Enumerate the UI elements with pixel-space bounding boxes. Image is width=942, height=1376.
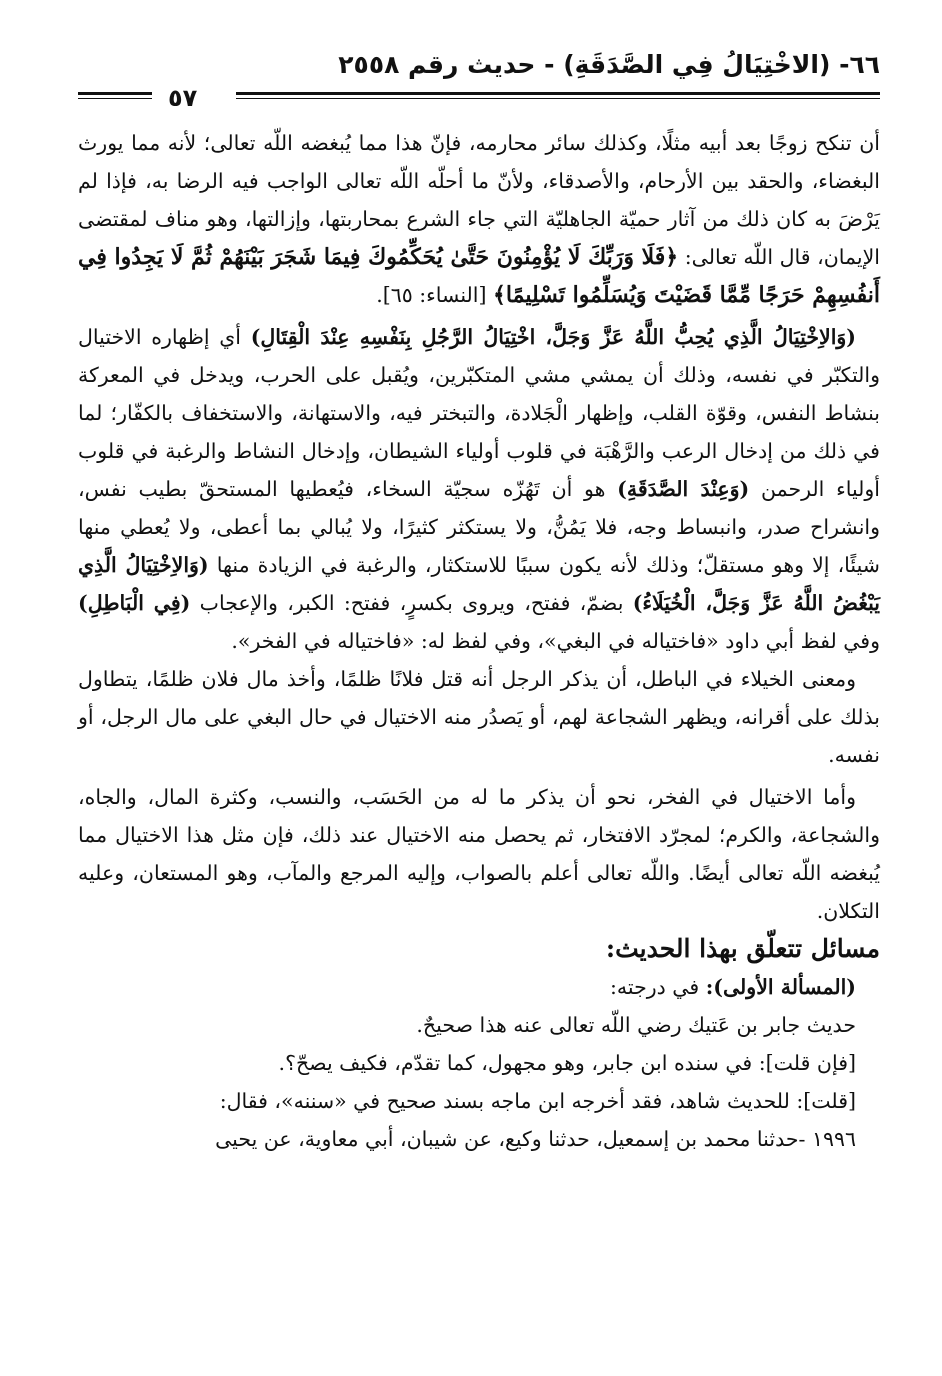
text-run: أي إظهاره الاختيال والتكبّر في نفسه، وذلك أن يمشي مشي المتكبّرين، ويُقبل على الحرب، ويدخل في المعركة بنشاط النفس، وقوّة القلب، وإظهار الْجَلادة، والتبختر فيه، والاستهانة، والاستخفاف بالكفّار؛ لما في ذلك من إدخال الرعب والرَّهْبَة في قلوب أولياء الشيطان، وإدخال النشاط والرغبة في قلوب أولياء الرحمن [78,325,880,501]
paragraph [78,124,880,314]
section-heading: مسائل تتعلّق بهذا الحديث: [605,934,880,963]
paragraph [78,1082,880,1120]
hadith-quote: (فِي الْبَاطِلِ) [78,591,191,615]
hadith-quote: (وَعِنْدَ الصَّدَقَةِ) [617,477,750,501]
text-run: أن تنكح زوجًا بعد أبيه مثلًا، وكذلك سائر محارمه، فإنّ هذا مما يُبغضه اللّه تعالى؛ لأنه مما يورث البغضاء، والحقد بين الأرحام، والأصدقاء، ولأنّ ما أحلّه اللّه تعالى الواجب فيه الرضا به، فإذا لم يَرْضَ به كان ذلك من آثار حميّة الجاهليّة التي جاء الشرع بمحاربتها، وإزالتها، وهو مناف لمقتضى الإيمان، قال اللّه تعالى: [78,131,880,269]
main-text [78,124,880,1158]
paragraph: وأما الاختيال في الفخر، نحو أن يذكر ما له من الحَسَب، والنسب، وكثرة المال، والجاه، والشجاعة، والكرم؛ لمجرّد الافتخار، ثم يحصل منه الاختيال عند ذلك، فإن مثل هذا الاختيال مما يُبغضه اللّه تعالى أيضًا. واللّه تعالى أعلم بالصواب، وإليه المرجع والمآب، وهو المستعان، وعليه التكلان. [78,785,880,923]
text-run: هو أن تَهُزّه سجيّة السخاء، فيُعطيها المستحقّ بطيب نفس، وانشراح صدر، وانبساط وجه، فلا يَمُنُّ، ولا يستكثر كثيرًا، ولا يُبالي بما أعطى، ولا يُعطي منها شيئًا، إلا وهو مستقلّ؛ وذلك لأنه يكون سببًا للاستكثار، والرغبة في الزيادة منها [78,477,880,577]
objection-label: [فإن قلت]: [758,1051,856,1075]
text-run: للحديث شاهد، فقد أخرجه ابن ماجه بسند صحيح في «سننه»، فقال: [219,1089,790,1113]
answer-label: [قلت]: [796,1089,856,1113]
paragraph: ومعنى الخيلاء في الباطل، أن يذكر الرجل أنه قتل فلانًا ظلمًا، وأخذ مال فلان ظلمًا، يتطاول بذلك على أقرانه، ويظهر الشجاعة لهم، أو يَصدُر منه الاختيال في حال البغي على مال الرجل، أو نفسه. [78,667,880,767]
paragraph: ١٩٩٦ -حدثنا محمد بن إسمعيل، حدثنا وكيع، عن شيبان، أبي معاوية، عن يحيى [215,1127,856,1151]
page-header [74,50,880,86]
text-run: وفي لفظ أبي داود «فاختياله في البغي»، وفي لفظ له: «فاختياله في الفخر». [231,629,880,653]
quran-verse: ﴿فَلَا وَرَبِّكَ لَا يُؤْمِنُونَ حَتَّىٰ يُحَكِّمُوكَ فِيمَا شَجَرَ بَيْنَهُمْ ثُمَّ لَا يَجِدُوا فِي أَنفُسِهِمْ حَرَجًا مِّمَّا قَضَيْتَ وَيُسَلِّمُوا تَسْلِيمًا﴾ [78,244,880,308]
paragraph: حديث جابر بن عَتيك رضي اللّه تعالى عنه هذا صحيحٌ. [416,1013,856,1037]
question-text: في درجته: [609,975,700,999]
paragraph [78,318,880,660]
hadith-quote: (وَالاِخْتِيَالُ الَّذِي يُحِبُّ اللَّهُ عَزَّ وَجَلَّ، اخْتِيَالُ الرَّجُلِ بِنَفْسِهِ عِنْدَ الْقِتَالِ) [250,325,856,349]
question-line [78,968,880,1006]
question-label: (المسألة الأولى): [705,975,856,999]
page-number: ٥٧ [168,84,198,112]
hadith-quote: (وَالاِخْتِيَالُ الَّذِي يَبْغُضُ اللَّهُ عَزَّ وَجَلَّ، الْخُيَلَاءُ) [78,553,880,615]
header-rule-short [78,92,152,99]
paragraph [78,1044,880,1082]
text-run: في سنده ابن جابر، وهو مجهول، كما تقدّم، فكيف يصحّ؟. [278,1051,753,1075]
running-title: ٦٦- (الاخْتِيَالُ فِي الصَّدَقَةِ) - حديث رقم ٢٥٥٨ [338,50,880,79]
verse-citation: [النساء: ٦٥]. [376,283,487,307]
header-rule [236,92,880,99]
text-run: بضمّ، ففتح، ويروى بكسرٍ، ففتح: الكبر، والإعجاب [199,591,624,615]
